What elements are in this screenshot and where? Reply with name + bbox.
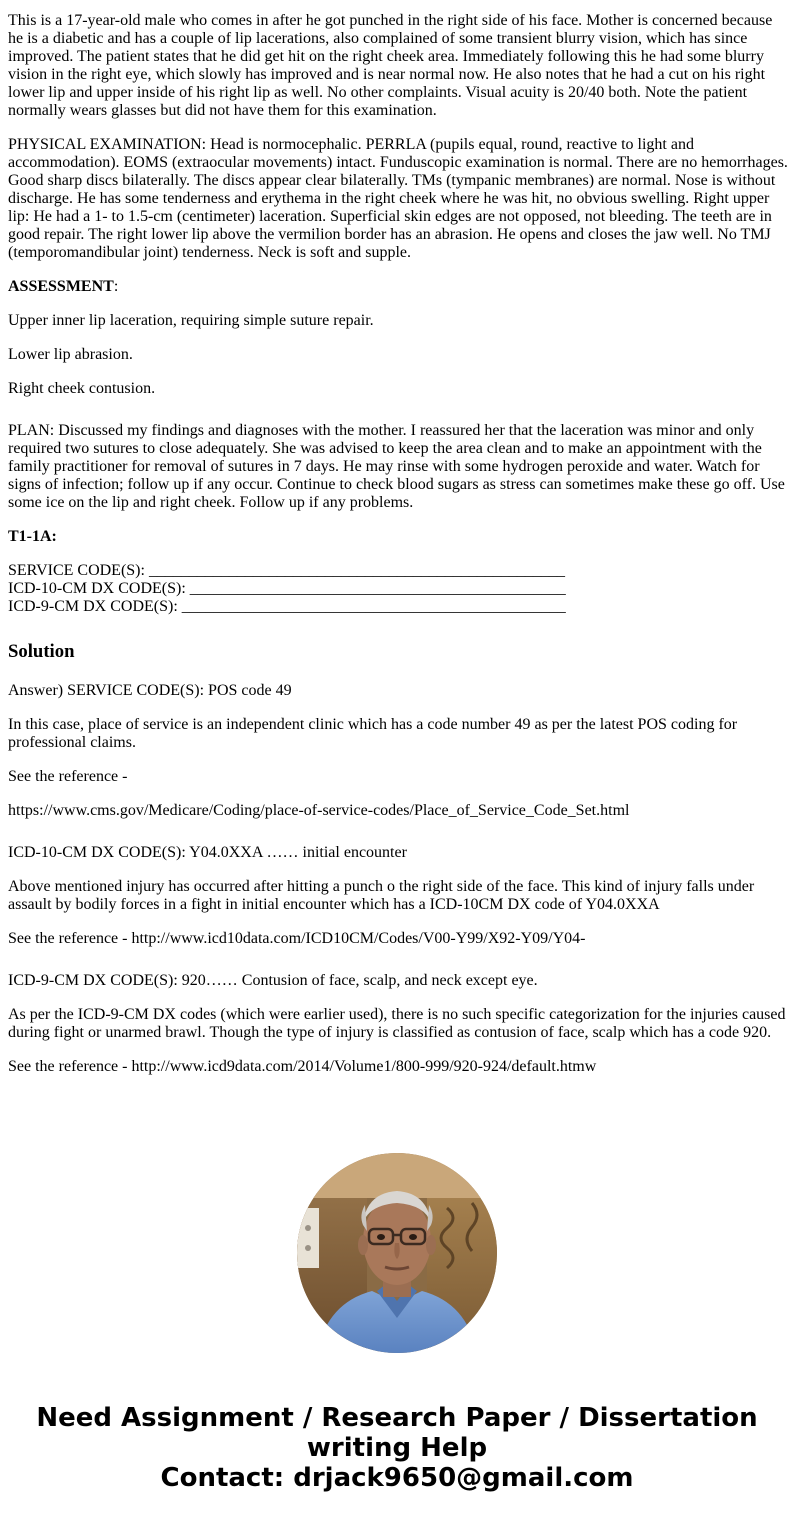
icd9-reference: See the reference - http://www.icd9data.com/2014/Volume1/800-999/920-924/default.htmw [8,1058,597,1075]
task-label: T1-1A: [8,528,57,545]
author-avatar [297,1153,497,1353]
case-history: This is a 17-year-old male who comes in after he got punched in the right side of his face. Mother is concerned because he is a diabetic and has a couple of lip lacerations, also complained of some transient blurry vision, which has since improved. The patient states that he did get hit on the right cheek area. Immediately following this he had some blurry vision in the right eye, which slowly has improved and is near normal now. He also notes that he had a cut on his right lower lip and upper inside of his right lip as well. No other complaints. Visual acuity is 20/40 both. Note the patient normally wears glasses but did not have them for this examination. [8,12,773,119]
icd9-answer: ICD-9-CM DX CODE(S): 920…… Contusion of face, scalp, and neck except eye. [8,972,538,989]
assessment-heading: ASSESSMENT: [8,278,119,295]
promo-contact: Contact: drjack9650@gmail.com [160,1463,634,1493]
icd9-code-blank: ICD-9-CM DX CODE(S): ________________________________________________ [8,598,566,615]
icd9-explanation: As per the ICD-9-CM DX codes (which were earlier used), there is no such specific categorization for the injuries caused during fight or unarmed brawl. Though the type of injury is classified as contusion of face, scalp which has a code 920. [8,1006,786,1041]
assessment-item: Upper inner lip laceration, requiring simple suture repair. [8,312,374,329]
icd10-answer: ICD-10-CM DX CODE(S): Y04.0XXA …… initial encounter [8,844,407,861]
icd10-reference: See the reference - http://www.icd10data.com/ICD10CM/Codes/V00-Y99/X92-Y09/Y04- [8,930,586,947]
service-code-blank: SERVICE CODE(S): ____________________________________________________ [8,562,565,579]
physical-examination: PHYSICAL EXAMINATION: Head is normocephalic. PERRLA (pupils equal, round, reactive to light and accommodation). EOMS (extraocular movements) intact. Funduscopic examination is normal. There are no hemorrhages. Good sharp discs bilaterally. The discs appear clear bilaterally. TMs (tympanic membranes) are normal. Nose is without discharge. He has some tenderness and erythema in the right cheek where he was hit, no obvious swelling. Right upper lip: He had a 1- to 1.5-cm (centimeter) laceration. Superficial skin edges are not opposed, not bleeding. The teeth are in good repair. The right lower lip above the vermilion border has an abrasion. He opens and closes the jaw well. No TMJ (temporomandibular joint) tenderness. Neck is soft and supple. [8,136,788,261]
document-body [8,12,788,1092]
icd10-code-blank: ICD-10-CM DX CODE(S): _______________________________________________ [8,580,566,597]
service-reference-url: https://www.cms.gov/Medicare/Coding/place-of-service-codes/Place_of_Service_Code_Set.html [8,802,630,819]
promo-banner [0,1403,794,1493]
service-answer: Answer) SERVICE CODE(S): POS code 49 [8,682,292,699]
service-reference-label: See the reference - [8,768,128,785]
promo-line: writing Help [306,1433,488,1463]
author-photo [297,1153,497,1353]
promo-line: Need Assignment / Research Paper / Dissertation [36,1403,758,1433]
icd10-explanation: Above mentioned injury has occurred after hitting a punch o the right side of the face. This kind of injury falls under assault by bodily forces in a fight in initial encounter which has a ICD-10CM DX code of Y04.0XXA [8,878,755,913]
solution-title: Solution [8,641,75,662]
assessment-item: Right cheek contusion. [8,380,156,397]
plan: PLAN: Discussed my findings and diagnoses with the mother. I reassured her that the laceration was minor and only required two sutures to close adequately. She was advised to keep the area clean and to make an appointment with the family practitioner for removal of sutures in 7 days. He may rinse with some hydrogen peroxide and water. Watch for signs of infection; follow up if any occur. Continue to check blood sugars as stress can sometimes make these go off. Use some ice on the lip and right cheek. Follow up if any problems. [8,422,785,511]
code-blanks [8,562,788,616]
assessment-item: Lower lip abrasion. [8,346,133,363]
service-explanation: In this case, place of service is an independent clinic which has a code number 49 as per the latest POS coding for professional claims. [8,716,738,751]
